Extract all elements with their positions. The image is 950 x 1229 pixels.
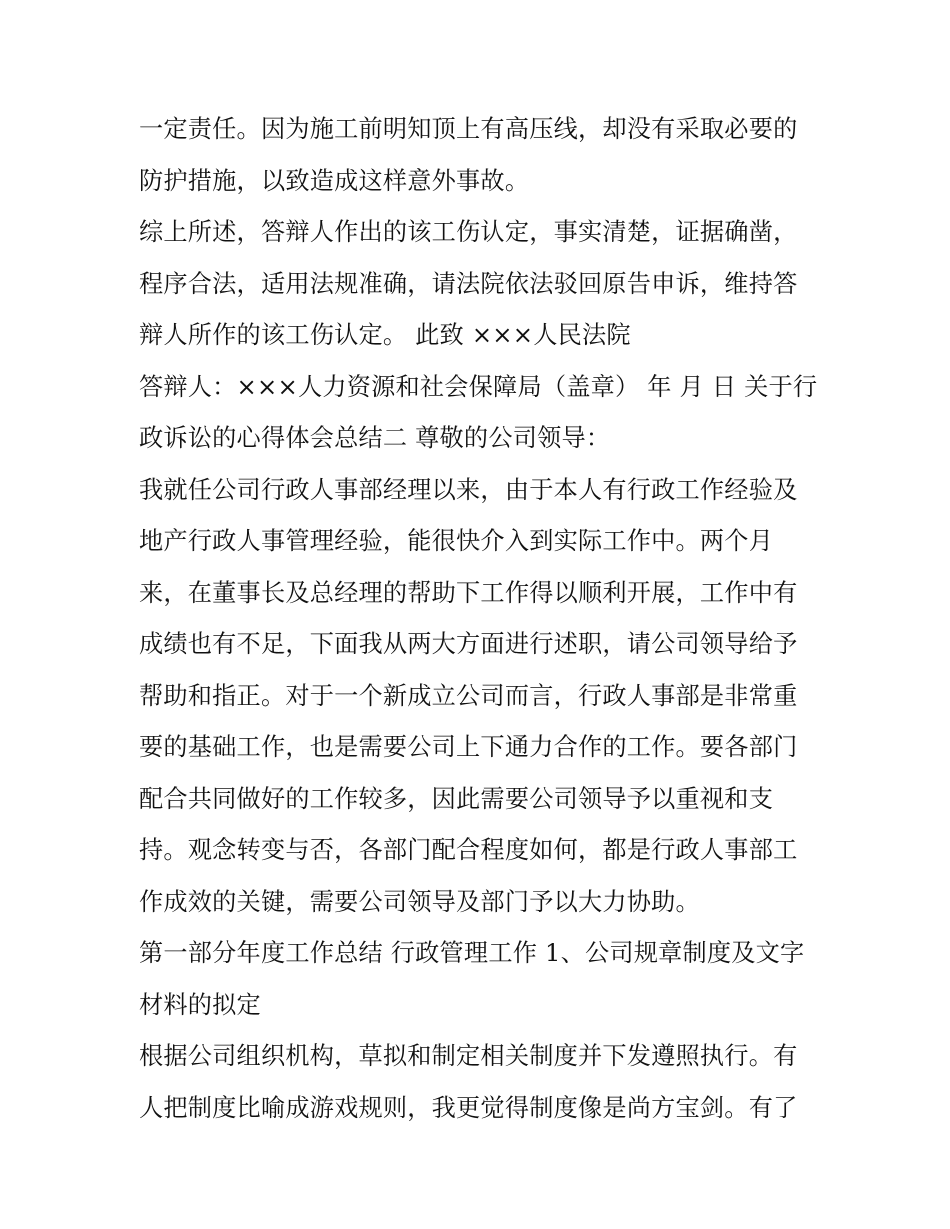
text-line: 辩人所作的该工伤认定。 此致 ×××人民法院 — [139, 321, 631, 349]
text-line: 成绩也有不足，下面我从两大方面进行述职，请公司领导给予 — [139, 630, 798, 658]
text-line: 作成效的关键，需要公司领导及部门予以大力协助。 — [139, 887, 700, 916]
text-line: 一定责任。因为施工前明知顶上有高压线，却没有采取必要的 — [139, 115, 798, 143]
text-line: 地产行政人事管理经验，能很快介入到实际工作中。两个月 — [139, 527, 774, 555]
document-body — [139, 104, 819, 1134]
text-line: 来，在董事长及总经理的帮助下工作得以顺利开展，工作中有 — [139, 578, 798, 607]
text-line: 我就任公司行政人事部经理以来，由于本人有行政工作经验及 — [139, 475, 798, 504]
text-line: 人把制度比喻成游戏规则，我更觉得制度像是尚方宝剑。有了 — [139, 1093, 798, 1122]
text-line: 要的基础工作，也是需要公司上下通力合作的工作。要各部门 — [139, 733, 798, 761]
text-line: 综上所述，答辩人作出的该工伤认定，事实清楚，证据确凿， — [139, 218, 798, 246]
text-line: 帮助和指正。对于一个新成立公司而言，行政人事部是非常重 — [139, 681, 798, 710]
text-line: 配合共同做好的工作较多，因此需要公司领导予以重视和支 — [139, 784, 774, 813]
text-line: 政诉讼的心得体会总结二 尊敬的公司领导： — [139, 424, 611, 452]
text-line: 防护措施，以致造成这样意外事故。 — [139, 166, 530, 195]
text-line: 材料的拟定 — [139, 990, 261, 1019]
text-line: 答辩人：×××人力资源和社会保障局（盖章） 年 月 日 关于行 — [139, 372, 818, 401]
text-line: 根据公司组织机构，草拟和制定相关制度并下发遵照执行。有 — [139, 1042, 798, 1070]
text-line: 程序合法，适用法规准确，请法院依法驳回原告申诉，维持答 — [139, 269, 798, 298]
text-line: 第一部分年度工作总结 行政管理工作 1、公司规章制度及文字 — [139, 939, 805, 967]
text-line: 持。观念转变与否，各部门配合程度如何，都是行政人事部工 — [139, 836, 798, 864]
